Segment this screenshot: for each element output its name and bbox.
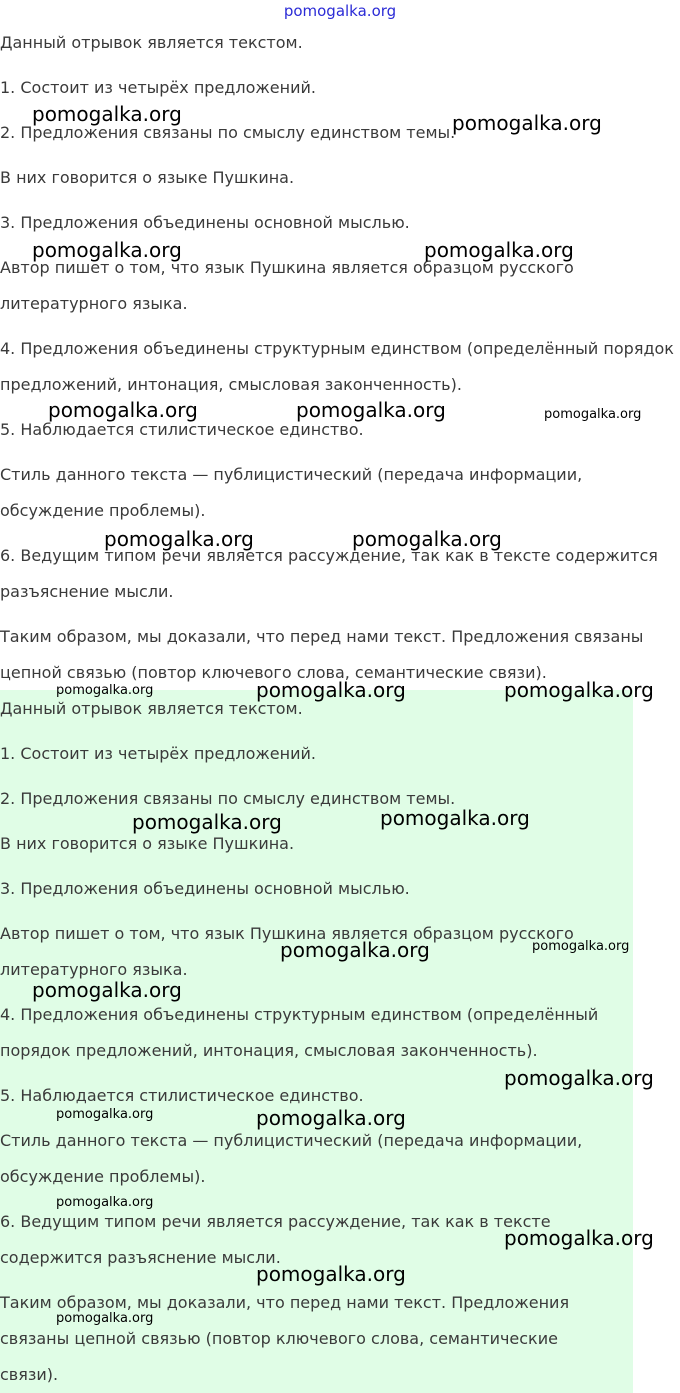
watermark: pomogalka.org — [132, 810, 282, 834]
s2-line-7: литературного языка. — [0, 960, 188, 979]
watermark: pomogalka.org — [56, 683, 154, 698]
s2-line-2: 1. Состоит из четырёх предложений. — [0, 744, 316, 763]
s2-line-10: 5. Наблюдается стилистическое единство. — [0, 1086, 364, 1105]
s1-line-6: Автор пишет о том, что язык Пушкина является образцом русского — [0, 258, 574, 277]
s1-line-9: предложений, интонация, смысловая законченность). — [0, 375, 462, 394]
watermark: pomogalka.org — [32, 978, 182, 1002]
watermark: pomogalka.org — [296, 398, 446, 422]
s2-line-15: Таким образом, мы доказали, что перед нами текст. Предложения — [0, 1293, 570, 1312]
s1-line-1: Данный отрывок является текстом. — [0, 33, 303, 52]
s1-line-2: 1. Состоит из четырёх предложений. — [0, 78, 316, 97]
watermark: pomogalka.org — [424, 238, 574, 262]
s1-line-15: Таким образом, мы доказали, что перед нами текст. Предложения связаны — [0, 627, 644, 646]
s1-line-7: литературного языка. — [0, 294, 188, 313]
s2-line-14: содержится разъяснение мысли. — [0, 1248, 281, 1267]
s1-line-14: разъяснение мысли. — [0, 582, 174, 601]
watermark: pomogalka.org — [56, 1107, 154, 1122]
watermark: pomogalka.org — [280, 938, 430, 962]
s1-line-3: 2. Предложения связаны по смыслу единством темы. — [0, 123, 456, 142]
s2-line-13: 6. Ведущим типом речи является рассуждение, так как в тексте — [0, 1212, 551, 1231]
s1-line-5: 3. Предложения объединены основной мыслью. — [0, 213, 410, 232]
watermark: pomogalka.org — [32, 238, 182, 262]
s2-line-5: 3. Предложения объединены основной мыслью. — [0, 879, 410, 898]
watermark: pomogalka.org — [504, 1066, 654, 1090]
s1-line-12: обсуждение проблемы). — [0, 501, 206, 520]
watermark: pomogalka.org — [532, 939, 630, 954]
s1-line-8: 4. Предложения объединены структурным единством (определённый порядок — [0, 339, 674, 358]
watermark: pomogalka.org — [256, 1262, 406, 1286]
watermark: pomogalka.org — [56, 1195, 154, 1210]
s1-line-4: В них говорится о языке Пушкина. — [0, 168, 295, 187]
watermark: pomogalka.org — [104, 527, 254, 551]
s2-line-8: 4. Предложения объединены структурным единством (определённый — [0, 1005, 599, 1024]
site-header-link[interactable]: pomogalka.org — [283, 2, 397, 20]
s2-line-17: связи). — [0, 1365, 59, 1384]
s2-line-16: связаны цепной связью (повтор ключевого слова, семантические — [0, 1329, 558, 1348]
watermark: pomogalka.org — [56, 1311, 154, 1326]
s1-line-10: 5. Наблюдается стилистическое единство. — [0, 420, 364, 439]
s1-line-16: цепной связью (повтор ключевого слова, семантические связи). — [0, 663, 547, 682]
watermark: pomogalka.org — [380, 806, 530, 830]
s2-line-6: Автор пишет о том, что язык Пушкина является образцом русского — [0, 924, 574, 943]
watermark: pomogalka.org — [504, 678, 654, 702]
s2-line-4: В них говорится о языке Пушкина. — [0, 834, 295, 853]
s1-line-11: Стиль данного текста — публицистический (передача информации, — [0, 465, 583, 484]
watermark: pomogalka.org — [504, 1226, 654, 1250]
watermark: pomogalka.org — [452, 111, 602, 135]
s2-line-9: порядок предложений, интонация, смысловая законченность). — [0, 1041, 538, 1060]
watermark: pomogalka.org — [48, 398, 198, 422]
s2-line-1: Данный отрывок является текстом. — [0, 699, 303, 718]
s2-line-12: обсуждение проблемы). — [0, 1167, 206, 1186]
watermark: pomogalka.org — [352, 527, 502, 551]
s1-line-13: 6. Ведущим типом речи является рассуждение, так как в тексте содержится — [0, 546, 658, 565]
watermark: pomogalka.org — [256, 1106, 406, 1130]
watermark: pomogalka.org — [32, 102, 182, 126]
s2-line-3: 2. Предложения связаны по смыслу единством темы. — [0, 789, 456, 808]
watermark: pomogalka.org — [544, 407, 642, 422]
s2-line-11: Стиль данного текста — публицистический (передача информации, — [0, 1131, 583, 1150]
watermark: pomogalka.org — [256, 678, 406, 702]
